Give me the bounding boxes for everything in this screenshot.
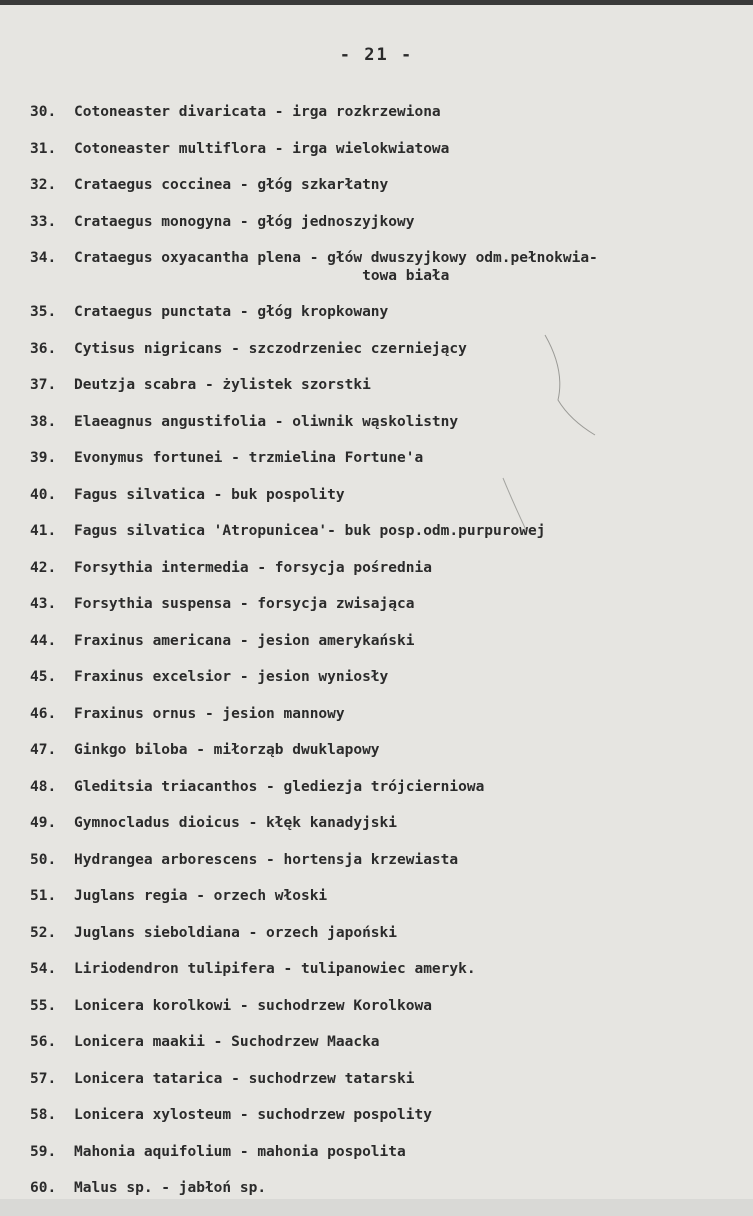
item-number: 39.	[30, 450, 57, 466]
item-text: Cytisus nigricans - szczodrzeniec czerniejący	[74, 340, 467, 357]
item-number: 57.	[30, 1070, 57, 1087]
list-item	[30, 303, 730, 340]
item-number: 47.	[30, 742, 57, 758]
item-number: 54.	[30, 961, 57, 977]
item-number: 31.	[30, 140, 57, 157]
item-text: Deutzja scabra - żylistek szorstki	[74, 377, 371, 393]
list-item	[30, 851, 730, 888]
item-text: Hydrangea arborescens - hortensja krzewiasta	[74, 851, 459, 868]
item-text: Ginkgo biloba - miłorząb dwuklapowy	[74, 742, 380, 758]
item-number: 46.	[30, 705, 57, 722]
list-item	[30, 997, 730, 1034]
item-text: Evonymus fortunei - trzmielina Fortune'a	[74, 450, 424, 466]
item-number: 32.	[30, 177, 57, 193]
item-number: 41.	[30, 523, 57, 539]
list-item	[30, 176, 730, 213]
item-number: 56.	[30, 1034, 57, 1050]
item-number: 58.	[30, 1107, 57, 1123]
item-text: Crataegus oxyacantha plena - głów dwuszyjkowy odm.pełnokwia- towa biała	[74, 250, 598, 284]
item-text: Forsythia intermedia - forsycja pośrednia	[74, 559, 432, 576]
item-text: Crataegus coccinea - głóg szkarłatny	[74, 177, 389, 193]
item-text: Crataegus monogyna - głóg jednoszyjkowy	[74, 213, 415, 230]
item-text: Lonicera korolkowi - suchodrzew Korolkowa	[74, 997, 432, 1014]
list-item	[30, 340, 730, 377]
list-item	[30, 213, 730, 250]
list-item	[30, 1143, 730, 1180]
item-text: Lonicera xylosteum - suchodrzew pospolity	[74, 1107, 432, 1123]
list-item	[30, 1033, 730, 1070]
list-item	[30, 103, 730, 140]
list-item	[30, 486, 730, 523]
item-text: Fraxinus americana - jesion amerykański	[74, 632, 415, 649]
item-text: Gymnocladus dioicus - kłęk kanadyjski	[74, 815, 398, 831]
item-text: Fraxinus ornus - jesion mannowy	[74, 705, 345, 722]
list-item	[30, 140, 730, 177]
item-number: 52.	[30, 924, 57, 941]
list-item	[30, 668, 730, 705]
list-item	[30, 960, 730, 997]
item-number: 55.	[30, 997, 57, 1014]
list-item	[30, 249, 730, 303]
item-number: 50.	[30, 851, 57, 868]
item-number: 59.	[30, 1143, 57, 1160]
item-number: 48.	[30, 778, 57, 795]
item-number: 38.	[30, 413, 57, 430]
item-text: Fagus silvatica - buk pospolity	[74, 486, 345, 503]
item-text: Gleditsia triacanthos - glediezja trójcierniowa	[74, 778, 485, 795]
list-item	[30, 705, 730, 742]
list-item	[30, 449, 730, 486]
item-number: 36.	[30, 340, 57, 357]
item-number: 42.	[30, 559, 57, 576]
list-item	[30, 1070, 730, 1107]
list-item	[30, 522, 730, 559]
item-text: Juglans regia - orzech włoski	[74, 888, 328, 904]
page-number: - 21 -	[339, 45, 414, 65]
item-text: Lonicera maakii - Suchodrzew Maacka	[74, 1034, 380, 1050]
item-number: 37.	[30, 377, 57, 393]
item-text: Cotoneaster divaricata - irga rozkrzewiona	[74, 104, 441, 120]
list-item	[30, 814, 730, 851]
item-text: Lonicera tatarica - suchodrzew tatarski	[74, 1070, 415, 1087]
item-number: 51.	[30, 888, 57, 904]
list-item	[30, 376, 730, 413]
item-text: Fraxinus excelsior - jesion wyniosły	[74, 669, 389, 685]
list-item	[30, 924, 730, 961]
list-item	[30, 887, 730, 924]
item-number: 49.	[30, 815, 57, 831]
item-text: Fagus silvatica 'Atropunicea'- buk posp.odm.purpurowej	[74, 523, 546, 539]
item-number: 44.	[30, 632, 57, 649]
item-number: 60.	[30, 1180, 57, 1196]
item-number: 34.	[30, 250, 57, 266]
item-text: Malus sp. - jabłoń sp.	[74, 1180, 267, 1196]
item-number: 33.	[30, 213, 57, 230]
list-item	[30, 778, 730, 815]
item-text: Crataegus punctata - głóg kropkowany	[74, 304, 389, 320]
item-number: 40.	[30, 486, 57, 503]
list-item	[30, 741, 730, 778]
list-item	[30, 559, 730, 596]
list-item	[30, 595, 730, 632]
item-number: 30.	[30, 104, 57, 120]
item-text: Elaeagnus angustifolia - oliwnik wąskolistny	[74, 413, 459, 430]
item-number: 45.	[30, 669, 57, 685]
item-text: Forsythia suspensa - forsycja zwisająca	[74, 596, 415, 612]
item-text: Cotoneaster multiflora - irga wielokwiatowa	[74, 140, 450, 157]
list-item	[30, 1179, 730, 1216]
item-number: 35.	[30, 304, 57, 320]
list-item	[30, 1106, 730, 1143]
species-list	[30, 103, 730, 1216]
list-item	[30, 632, 730, 669]
item-text: Juglans sieboldiana - orzech japoński	[74, 924, 398, 941]
item-number: 43.	[30, 596, 57, 612]
item-text: Mahonia aquifolium - mahonia pospolita	[74, 1143, 406, 1160]
item-text: Liriodendron tulipifera - tulipanowiec ameryk.	[74, 961, 476, 977]
list-item	[30, 413, 730, 450]
